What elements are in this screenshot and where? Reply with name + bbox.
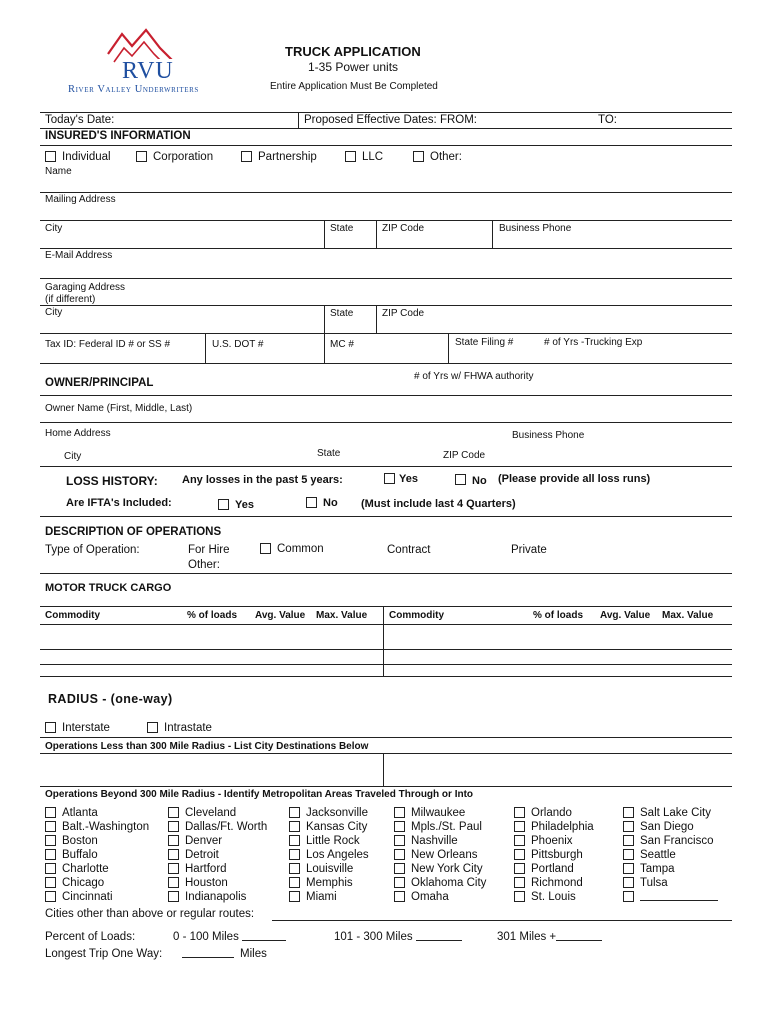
cargo-col-loads-2: % of loads	[533, 610, 584, 621]
usdot-field[interactable]: U.S. DOT #	[212, 339, 264, 350]
city-houston[interactable]: Houston	[168, 876, 267, 890]
beyond-300-heading: Operations Beyond 300 Mile Radius - Identify Metropolitan Areas Traveled Through or Into	[45, 789, 474, 800]
logo-mark: RVU	[122, 58, 174, 84]
city-mpls-st-paul[interactable]: Mpls./St. Paul	[394, 820, 486, 834]
effective-from-label: Proposed Effective Dates: FROM:	[304, 114, 477, 126]
checkbox-icon[interactable]	[514, 835, 525, 846]
checkbox-icon[interactable]	[260, 543, 271, 554]
company-logo	[60, 24, 240, 98]
state-field[interactable]: State	[330, 223, 354, 234]
loss-note: (Please provide all loss runs)	[498, 473, 651, 485]
city-buffalo[interactable]: Buffalo	[45, 848, 149, 862]
checkbox-icon[interactable]	[623, 863, 634, 874]
checkbox-icon[interactable]	[623, 849, 634, 860]
city-column-3	[289, 806, 369, 904]
owner-city-field[interactable]: City	[64, 451, 82, 462]
checkbox-icon[interactable]	[394, 835, 405, 846]
owner-business-phone-field[interactable]: Business Phone	[512, 430, 585, 441]
less-300-heading: Operations Less than 300 Mile Radius - List City Destinations Below	[45, 741, 369, 752]
city-phoenix[interactable]: Phoenix	[514, 834, 594, 848]
city-nashville[interactable]: Nashville	[394, 834, 486, 848]
loss-yes-checkbox[interactable]	[384, 473, 395, 484]
city-philadelphia[interactable]: Philadelphia	[514, 820, 594, 834]
logo-text: River Valley Underwriters	[68, 84, 199, 95]
checkbox-icon[interactable]	[45, 722, 56, 733]
checkbox-icon[interactable]	[623, 835, 634, 846]
miles-label: Miles	[240, 948, 267, 960]
city-charlotte[interactable]: Charlotte	[45, 862, 149, 876]
checkbox-icon[interactable]	[168, 835, 179, 846]
checkbox-icon[interactable]	[45, 891, 56, 902]
ifta-yes-checkbox[interactable]	[218, 499, 229, 510]
radius-interstate[interactable]: Interstate	[45, 722, 110, 734]
city-st-louis[interactable]: St. Louis	[514, 890, 594, 904]
entity-partnership[interactable]: Partnership	[241, 151, 317, 163]
city-dallas[interactable]: Dallas/Ft. Worth	[168, 820, 267, 834]
city-jacksonville[interactable]: Jacksonville	[289, 806, 369, 820]
city-detroit[interactable]: Detroit	[168, 848, 267, 862]
checkbox-icon[interactable]	[514, 863, 525, 874]
mailing-address-field[interactable]: Mailing Address	[45, 194, 116, 205]
city-new-orleans[interactable]: New Orleans	[394, 848, 486, 862]
city-column-5	[514, 806, 594, 904]
type-of-operation-label: Type of Operation:	[45, 544, 140, 556]
city-column-4	[394, 806, 486, 904]
checkbox-icon[interactable]	[394, 849, 405, 860]
checkbox-icon[interactable]	[289, 849, 300, 860]
longest-trip-label: Longest Trip One Way:	[45, 948, 163, 960]
other-cities-line[interactable]	[272, 920, 732, 921]
state-filing-field[interactable]: State Filing #	[455, 337, 514, 348]
garaging-if-different-label: (if different)	[45, 294, 96, 305]
garaging-city-field[interactable]: City	[45, 307, 63, 318]
range-0-100[interactable]: 0 - 100 Miles	[173, 931, 286, 943]
checkbox-icon[interactable]	[45, 151, 56, 162]
entity-individual[interactable]: Individual	[45, 151, 111, 163]
checkbox-icon[interactable]	[168, 863, 179, 874]
yrs-trucking-field[interactable]: # of Yrs -Trucking Exp	[544, 337, 643, 348]
loss-question: Any losses in the past 5 years:	[182, 474, 343, 486]
city-cleveland[interactable]: Cleveland	[168, 806, 267, 820]
checkbox-icon[interactable]	[623, 821, 634, 832]
entity-llc[interactable]: LLC	[345, 151, 383, 163]
percent-loads-label: Percent of Loads:	[45, 931, 136, 943]
city-column-6	[623, 806, 718, 904]
checkbox-icon[interactable]	[289, 891, 300, 902]
yrs-fhwa-field[interactable]: # of Yrs w/ FHWA authority	[414, 371, 534, 382]
page-subtitle: 1-35 Power units	[308, 60, 399, 74]
ifta-no-checkbox[interactable]	[306, 497, 317, 508]
city-san-diego[interactable]: San Diego	[623, 820, 718, 834]
checkbox-icon[interactable]	[241, 151, 252, 162]
city-tulsa[interactable]: Tulsa	[623, 876, 718, 890]
city-miami[interactable]: Miami	[289, 890, 369, 904]
checkbox-icon[interactable]	[514, 821, 525, 832]
name-field[interactable]: Name	[45, 166, 72, 177]
checkbox-icon[interactable]	[413, 151, 424, 162]
city-field[interactable]: City	[45, 223, 63, 234]
checkbox-icon[interactable]	[289, 821, 300, 832]
operations-heading: DESCRIPTION OF OPERATIONS	[45, 526, 222, 538]
city-salt-lake-city[interactable]: Salt Lake City	[623, 806, 718, 820]
checkbox-icon[interactable]	[289, 835, 300, 846]
garaging-zip-field[interactable]: ZIP Code	[382, 308, 425, 319]
cargo-col-commodity-2: Commodity	[389, 610, 444, 621]
city-omaha[interactable]: Omaha	[394, 890, 486, 904]
loss-no-checkbox[interactable]	[455, 474, 466, 485]
operation-common[interactable]: Common	[260, 543, 324, 555]
insured-heading: INSURED'S INFORMATION	[45, 130, 191, 142]
mc-field[interactable]: MC #	[330, 339, 354, 350]
ifta-note: (Must include last 4 Quarters)	[361, 498, 516, 510]
range-301-plus[interactable]: 301 Miles +	[497, 931, 602, 943]
checkbox-icon[interactable]	[45, 807, 56, 818]
garaging-state-field[interactable]: State	[330, 308, 354, 319]
operation-contract[interactable]: Contract	[387, 544, 431, 556]
checkbox-icon[interactable]	[168, 821, 179, 832]
checkbox-icon[interactable]	[289, 877, 300, 888]
for-hire-label: For Hire	[188, 544, 230, 556]
checkbox-icon[interactable]	[168, 891, 179, 902]
city-pittsburgh[interactable]: Pittsburgh	[514, 848, 594, 862]
city-column-2	[168, 806, 267, 904]
owner-heading: OWNER/PRINCIPAL	[45, 377, 154, 389]
checkbox-icon[interactable]	[623, 807, 634, 818]
email-field[interactable]: E-Mail Address	[45, 250, 113, 261]
business-phone-field[interactable]: Business Phone	[499, 223, 572, 234]
effective-to-label: TO:	[598, 114, 617, 126]
garaging-address-label: Garaging Address	[45, 282, 126, 293]
checkbox-icon[interactable]	[514, 807, 525, 818]
cargo-row[interactable]	[40, 664, 732, 665]
city-richmond[interactable]: Richmond	[514, 876, 594, 890]
city-indianapolis[interactable]: Indianapolis	[168, 890, 267, 904]
todays-date-label: Today's Date:	[45, 114, 115, 126]
operations-other-label: Other:	[188, 559, 220, 571]
city-new-york-city[interactable]: New York City	[394, 862, 486, 876]
checkbox-icon[interactable]	[394, 877, 405, 888]
checkbox-icon[interactable]	[289, 807, 300, 818]
page-title: TRUCK APPLICATION	[285, 44, 421, 59]
city-hartford[interactable]: Hartford	[168, 862, 267, 876]
tax-id-field[interactable]: Tax ID: Federal ID # or SS #	[45, 339, 171, 350]
ifta-no-label: No	[323, 497, 338, 509]
checkbox-icon[interactable]	[45, 821, 56, 832]
city-cincinnati[interactable]: Cincinnati	[45, 890, 149, 904]
checkbox-icon[interactable]	[394, 891, 405, 902]
city-chicago[interactable]: Chicago	[45, 876, 149, 890]
home-address-field[interactable]: Home Address	[45, 428, 111, 439]
entity-other[interactable]: Other:	[413, 151, 462, 163]
owner-zip-field[interactable]: ZIP Code	[443, 450, 486, 461]
city-san-francisco[interactable]: San Francisco	[623, 834, 718, 848]
city-memphis[interactable]: Memphis	[289, 876, 369, 890]
ifta-question: Are IFTA's Included:	[66, 497, 172, 509]
operation-private[interactable]: Private	[511, 544, 547, 556]
city-boston[interactable]: Boston	[45, 834, 149, 848]
loss-yes-label: Yes	[399, 473, 418, 485]
radius-intrastate[interactable]: Intrastate	[147, 722, 212, 734]
city-little-rock[interactable]: Little Rock	[289, 834, 369, 848]
cargo-col-avg-2: Avg. Value	[600, 610, 651, 621]
checkbox-icon[interactable]	[394, 821, 405, 832]
checkbox-icon[interactable]	[136, 151, 147, 162]
entity-corporation[interactable]: Corporation	[136, 151, 213, 163]
other-cities-label: Cities other than above or regular routes:	[45, 908, 255, 920]
checkbox-icon[interactable]	[514, 877, 525, 888]
city-denver[interactable]: Denver	[168, 834, 267, 848]
checkbox-icon[interactable]	[168, 849, 179, 860]
longest-trip-field[interactable]	[182, 948, 234, 960]
cargo-col-commodity-1: Commodity	[45, 610, 100, 621]
completion-note: Entire Application Must Be Completed	[270, 81, 438, 92]
checkbox-icon[interactable]	[514, 849, 525, 860]
checkbox-icon[interactable]	[45, 877, 56, 888]
checkbox-icon[interactable]	[168, 877, 179, 888]
checkbox-icon[interactable]	[514, 891, 525, 902]
checkbox-icon[interactable]	[45, 863, 56, 874]
cargo-col-max-1: Max. Value	[316, 610, 368, 621]
city-portland[interactable]: Portland	[514, 862, 594, 876]
city-seattle[interactable]: Seattle	[623, 848, 718, 862]
checkbox-icon[interactable]	[394, 863, 405, 874]
cargo-heading: MOTOR TRUCK CARGO	[45, 582, 172, 594]
checkbox-icon[interactable]	[45, 835, 56, 846]
city-tampa[interactable]: Tampa	[623, 862, 718, 876]
city-milwaukee[interactable]: Milwaukee	[394, 806, 486, 820]
city-column-1	[45, 806, 149, 904]
checkbox-icon[interactable]	[147, 722, 158, 733]
city-oklahoma-city[interactable]: Oklahoma City	[394, 876, 486, 890]
checkbox-icon[interactable]	[45, 849, 56, 860]
owner-name-field[interactable]: Owner Name (First, Middle, Last)	[45, 403, 193, 414]
city-orlando[interactable]: Orlando	[514, 806, 594, 820]
loss-no-label: No	[472, 475, 487, 487]
checkbox-icon[interactable]	[394, 807, 405, 818]
owner-state-field[interactable]: State	[317, 448, 341, 459]
city-balt-washington[interactable]: Balt.-Washington	[45, 820, 149, 834]
range-101-300[interactable]: 101 - 300 Miles	[334, 931, 462, 943]
cargo-col-avg-1: Avg. Value	[255, 610, 306, 621]
city-louisville[interactable]: Louisville	[289, 862, 369, 876]
city-los-angeles[interactable]: Los Angeles	[289, 848, 369, 862]
cargo-col-max-2: Max. Value	[662, 610, 714, 621]
loss-history-heading: LOSS HISTORY:	[66, 474, 158, 488]
checkbox-icon[interactable]	[168, 807, 179, 818]
cargo-row[interactable]	[40, 649, 732, 650]
cargo-col-loads-1: % of loads	[187, 610, 238, 621]
city-kansas-city[interactable]: Kansas City	[289, 820, 369, 834]
city-atlanta[interactable]: Atlanta	[45, 806, 149, 820]
radius-heading: RADIUS - (one-way)	[48, 692, 173, 706]
checkbox-icon[interactable]	[345, 151, 356, 162]
checkbox-icon[interactable]	[623, 891, 634, 902]
ifta-yes-label: Yes	[235, 499, 254, 511]
zip-field[interactable]: ZIP Code	[382, 223, 425, 234]
checkbox-icon[interactable]	[289, 863, 300, 874]
city-other-blank[interactable]	[623, 890, 718, 904]
checkbox-icon[interactable]	[623, 877, 634, 888]
